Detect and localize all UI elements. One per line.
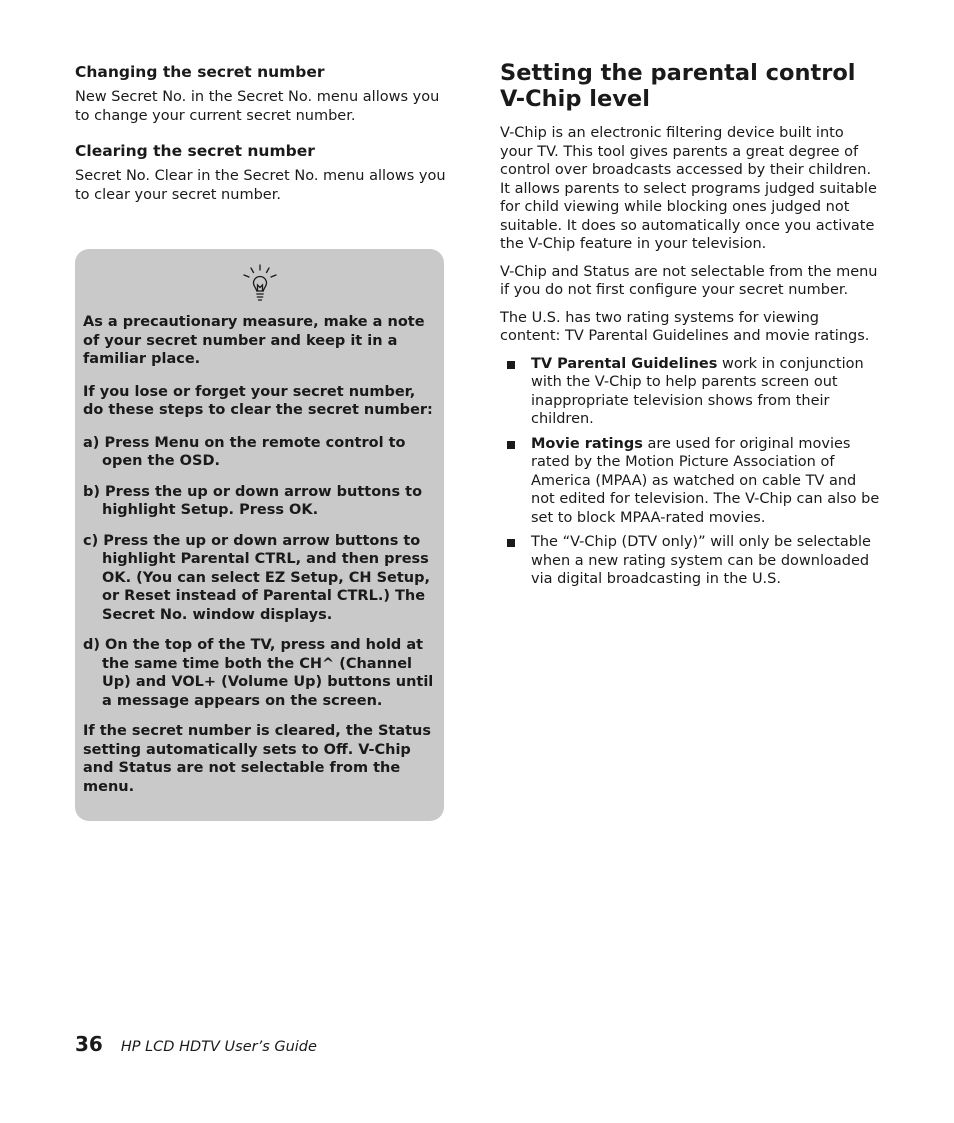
rating-bullet-list — [500, 355, 880, 589]
tip-step-d: d) On the top of the TV, press and hold at the same time both the CH^ (Channel Up) and VOL+ (Volume Up) buttons until a message appears on the screen. — [83, 637, 434, 709]
list-item-text: work in conjunction with the V-Chip to help parents screen out inappropriate television shows from their children. — [531, 355, 864, 427]
vchip-intro-paragraph: V-Chip is an electronic filtering device built into your TV. This tool gives parents a great degree of control over broadcasts accessed by their children. It allows parents to select programs judged suitable for child viewing while blocking ones judged not suitable. It does so automatically once you activate the V-Chip feature in your television. — [500, 125, 877, 252]
tip-closing: If the secret number is cleared, the Status setting automatically sets to Off. V-Chip and Status are not selectable from the menu. — [83, 723, 432, 795]
section-title: Setting the parental control V-Chip level — [500, 60, 856, 112]
page-number: 36 — [75, 1032, 103, 1056]
bullet-square-icon — [507, 361, 515, 369]
guide-title: HP LCD HDTV User’s Guide — [120, 1039, 317, 1055]
changing-secret-text: New Secret No. in the Secret No. menu allows you to change your current secret number. — [75, 89, 440, 124]
right-column — [500, 60, 880, 595]
lightbulb-icon — [240, 263, 280, 305]
list-item — [500, 435, 880, 528]
clearing-secret-heading: Clearing the secret number — [75, 142, 315, 160]
tip-intro: As a precautionary measure, make a note of your secret number and keep it in a familiar place. — [83, 314, 425, 367]
list-item-bold: TV Parental Guidelines — [531, 355, 718, 372]
rating-systems-paragraph: The U.S. has two rating systems for viewing content: TV Parental Guidelines and movie ratings. — [500, 309, 870, 344]
tip-step-b: b) Press the up or down arrow buttons to highlight Setup. Press OK. — [83, 483, 423, 518]
list-item — [500, 355, 880, 429]
tip-lead: If you lose or forget your secret number, do these steps to clear the secret number: — [83, 383, 433, 418]
changing-secret-heading: Changing the secret number — [75, 63, 325, 81]
page-footer — [75, 1032, 317, 1056]
clearing-secret-text: Secret No. Clear in the Secret No. menu allows you to clear your secret number. — [75, 168, 446, 203]
list-item — [500, 533, 880, 589]
tip-step-a: a) Press Menu on the remote control to open the OSD. — [83, 434, 406, 469]
tip-step-c: c) Press the up or down arrow buttons to highlight Parental CTRL, and then press OK. (You can select EZ Setup, CH Setup, or Reset instead of Parental CTRL.) The Secret No. window displays. — [83, 532, 431, 623]
vchip-note-paragraph: V-Chip and Status are not selectable from the menu if you do not first configure your secret number. — [500, 263, 878, 298]
list-item-text: The “V-Chip (DTV only)” will only be selectable when a new rating system can be downloaded via digital broadcasting in the U.S. — [531, 534, 871, 587]
list-item-bold: Movie ratings — [531, 435, 643, 452]
tip-box — [75, 249, 444, 821]
left-column — [75, 62, 447, 220]
list-item-text: are used for original movies rated by the Motion Picture Association of America (MPAA) as watched on cable TV and not edited for television. The V-Chip can also be set to block MPAA-rated movies. — [531, 435, 880, 526]
bullet-square-icon — [507, 441, 515, 449]
bullet-square-icon — [507, 539, 515, 547]
